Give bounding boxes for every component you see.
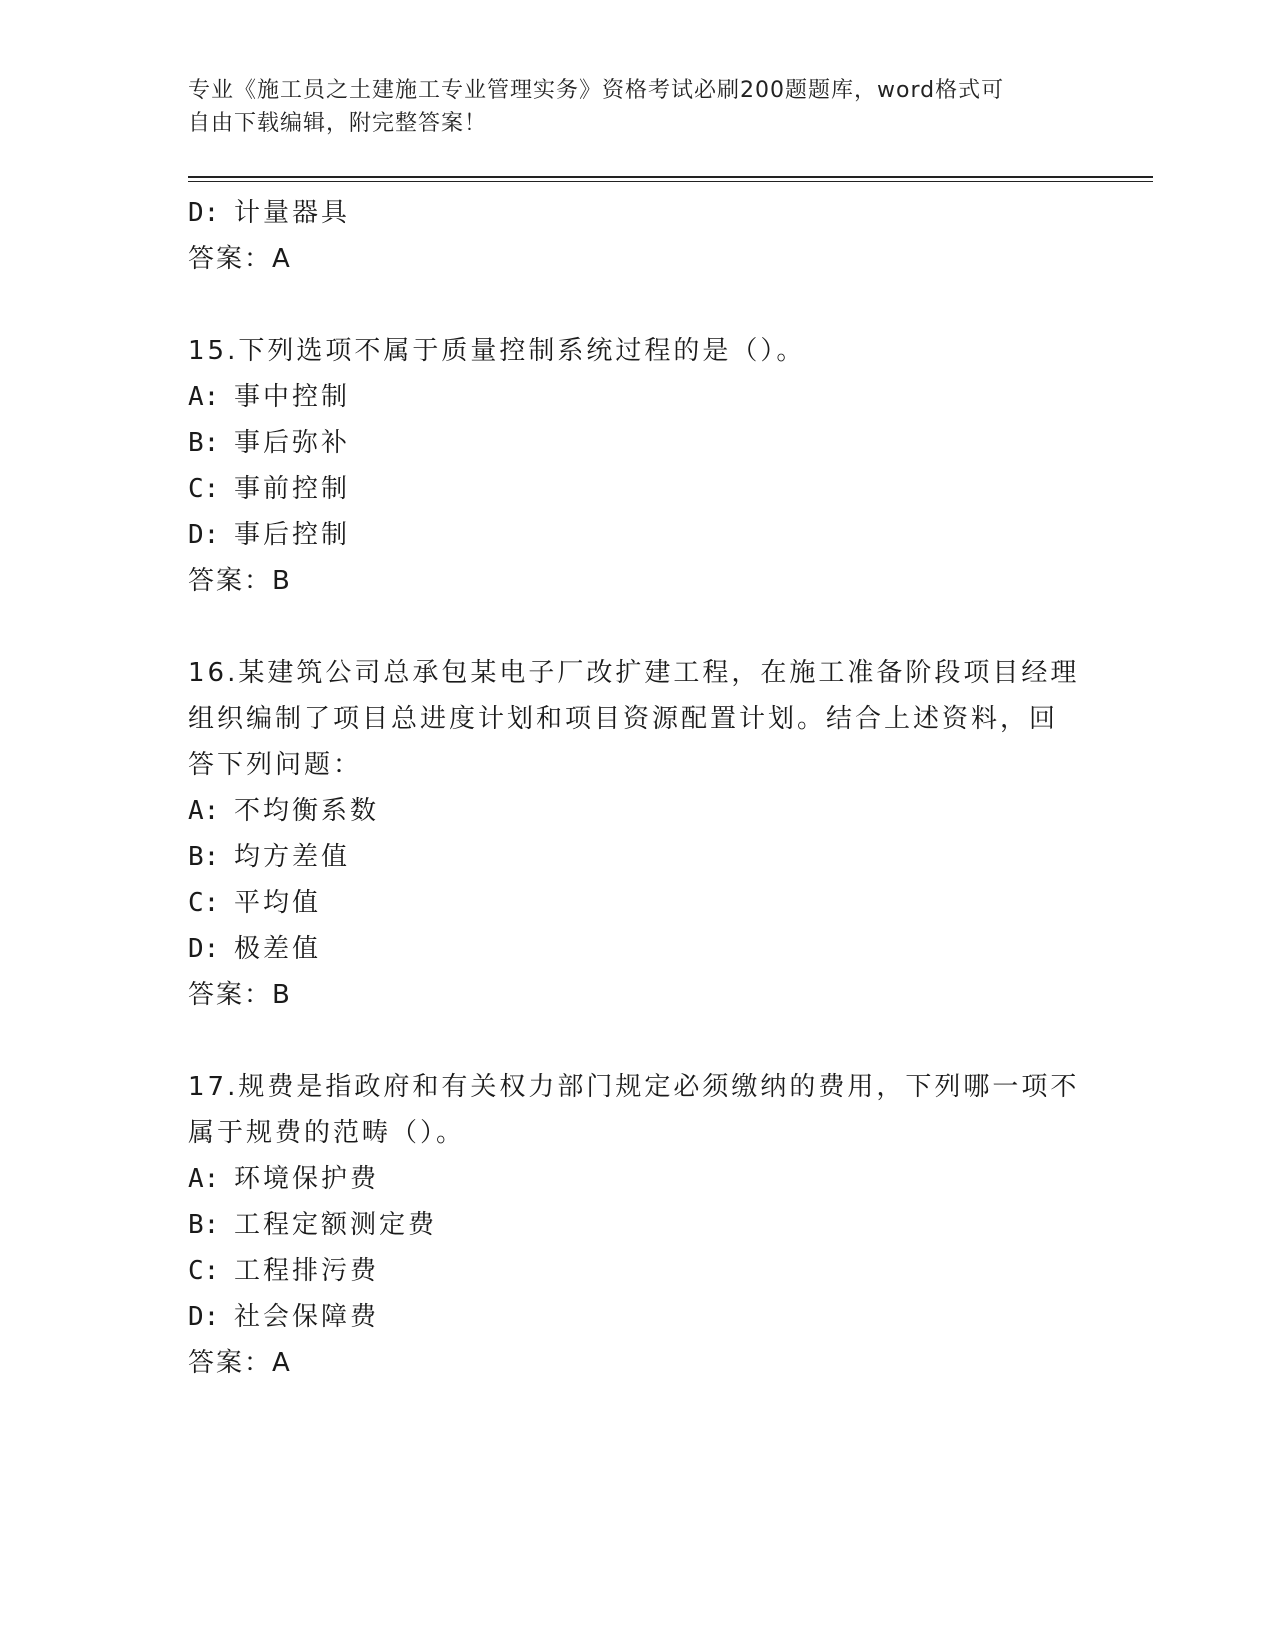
option-text: 环境保护费: [234, 1164, 380, 1194]
option-text: 事前控制: [234, 474, 351, 504]
option-letter: A:: [188, 382, 220, 412]
stem-line: 属于规费的范畴（）。: [188, 1118, 466, 1148]
question-stem: [188, 650, 1088, 788]
question-stem: [188, 328, 1088, 374]
header-divider-thick: [188, 176, 1153, 178]
option-text: 均方差值: [234, 842, 351, 872]
option-letter: D:: [188, 198, 220, 228]
stem-line: 答下列问题：: [188, 750, 363, 780]
option-b: [188, 420, 1088, 466]
question-17: [188, 1064, 1088, 1386]
option-letter: C:: [188, 888, 220, 918]
option-text: 事后弥补: [234, 428, 351, 458]
answer-line: 答案：A: [188, 1348, 292, 1378]
option-text: 工程排污费: [234, 1256, 380, 1286]
option-letter: B:: [188, 842, 220, 872]
option-a: [188, 1156, 1088, 1202]
header-divider-thin: [188, 181, 1153, 182]
stem-line: 15.下列选项不属于质量控制系统过程的是（）。: [188, 336, 806, 366]
option-b: [188, 834, 1088, 880]
document-body: [188, 190, 1088, 1386]
option-b: [188, 1202, 1088, 1248]
stem-line: 组织编制了项目总进度计划和项目资源配置计划。结合上述资料，回: [188, 704, 1059, 734]
option-a: [188, 788, 1088, 834]
option-d: [188, 1294, 1088, 1340]
header-line-2: 自由下载编辑，附完整答案！: [188, 111, 488, 136]
question-16: [188, 650, 1088, 1018]
option-d: [188, 926, 1088, 972]
option-letter: D:: [188, 1302, 220, 1332]
option-a: [188, 374, 1088, 420]
carryover-block: [188, 190, 1088, 282]
header-line-1: 专业《施工员之土建施工专业管理实务》资格考试必刷200题题库，word格式可: [188, 78, 1005, 103]
option-letter: B:: [188, 1210, 220, 1240]
option-d: [188, 512, 1088, 558]
option-letter: A:: [188, 1164, 220, 1194]
option-text: 社会保障费: [234, 1302, 380, 1332]
question-stem: [188, 1064, 1088, 1156]
option-letter: C:: [188, 1256, 220, 1286]
option-text: 不均衡系数: [234, 796, 380, 826]
option-c: [188, 466, 1088, 512]
option-text: 工程定额测定费: [234, 1210, 438, 1240]
stem-line: 17.规费是指政府和有关权力部门规定必须缴纳的费用，下列哪一项不: [188, 1072, 1080, 1102]
option-c: [188, 880, 1088, 926]
option-text: 事后控制: [234, 520, 351, 550]
option-c: [188, 1248, 1088, 1294]
option-letter: B:: [188, 428, 220, 458]
option-text: 平均值: [234, 888, 322, 918]
stem-line: 16.某建筑公司总承包某电子厂改扩建工程，在施工准备阶段项目经理: [188, 658, 1080, 688]
option-letter: C:: [188, 474, 220, 504]
option-d: [188, 190, 1088, 236]
option-letter: A:: [188, 796, 220, 826]
option-letter: D:: [188, 520, 220, 550]
question-15: [188, 328, 1088, 604]
option-letter: D:: [188, 934, 220, 964]
answer-line: 答案：B: [188, 566, 292, 596]
answer-line: 答案：A: [188, 244, 292, 274]
page-header: [188, 74, 1068, 140]
answer-line: 答案：B: [188, 980, 292, 1010]
option-text: 计量器具: [234, 198, 351, 228]
option-text: 极差值: [234, 934, 322, 964]
option-text: 事中控制: [234, 382, 351, 412]
